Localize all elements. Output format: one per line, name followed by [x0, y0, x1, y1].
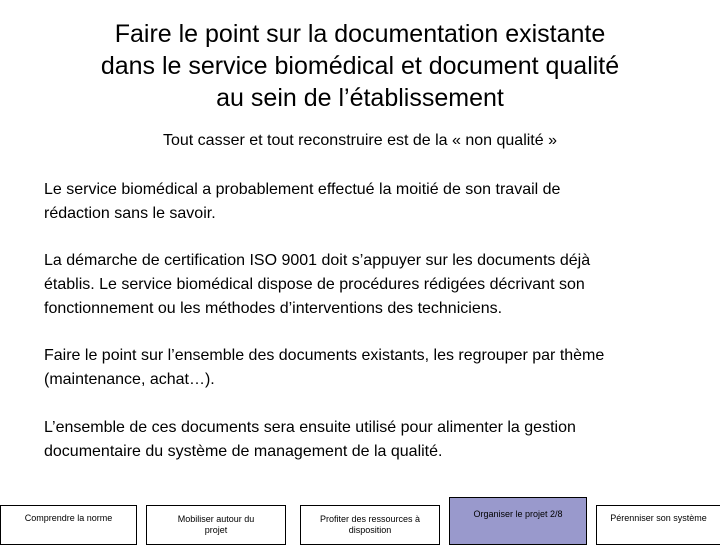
nav-tab-label: Mobiliser autour du [177, 514, 255, 524]
paragraph-line: L’ensemble de ces documents sera ensuite utilisé pour alimenter la gestion [44, 419, 576, 436]
navigation-bar [0, 497, 720, 540]
nav-tab-organiser-le-projet[interactable] [449, 497, 587, 545]
nav-tab-label: projet [204, 525, 228, 535]
nav-tab-label: disposition [348, 525, 392, 535]
title-line: au sein de l’établissement [216, 84, 504, 112]
paragraph-3 [44, 344, 694, 392]
nav-tab-label: Comprendre la norme [24, 513, 113, 523]
title-line: Faire le point sur la documentation existante [114, 20, 606, 48]
slide-title [0, 18, 720, 114]
paragraph-1 [44, 178, 694, 226]
paragraph-line: établis. Le service biomédical dispose de procédures rédigées décrivant son [44, 276, 585, 293]
nav-tab-label: Pérenniser son système [610, 513, 707, 523]
nav-tab-mobiliser-autour-du-projet[interactable] [146, 505, 286, 545]
nav-tab-comprendre-la-norme[interactable] [0, 505, 137, 545]
nav-tab-profiter-des-ressources[interactable] [300, 505, 440, 545]
paragraph-line: (maintenance, achat…). [44, 371, 215, 388]
nav-tab-label: Profiter des ressources à [319, 514, 421, 524]
paragraph-line: Faire le point sur l’ensemble des documents existants, les regrouper par thème [44, 347, 605, 364]
paragraph-4 [44, 416, 694, 464]
paragraph-line: La démarche de certification ISO 9001 doit s’appuyer sur les documents déjà [44, 252, 591, 269]
nav-tab-label: Organiser le projet 2/8 [473, 509, 563, 519]
slide-subtitle: Tout casser et tout reconstruire est de la « non qualité » [162, 132, 557, 149]
title-line: dans le service biomédical et document qualité [100, 52, 620, 80]
paragraph-2 [44, 249, 694, 321]
paragraph-line: fonctionnement ou les méthodes d’interventions des techniciens. [44, 300, 503, 317]
nav-tab-perenniser-son-systeme[interactable] [596, 505, 720, 545]
paragraph-line: rédaction sans le savoir. [44, 205, 216, 222]
paragraph-line: Le service biomédical a probablement effectué la moitié de son travail de [44, 181, 561, 198]
paragraph-line: documentaire du système de management de la qualité. [44, 443, 443, 460]
